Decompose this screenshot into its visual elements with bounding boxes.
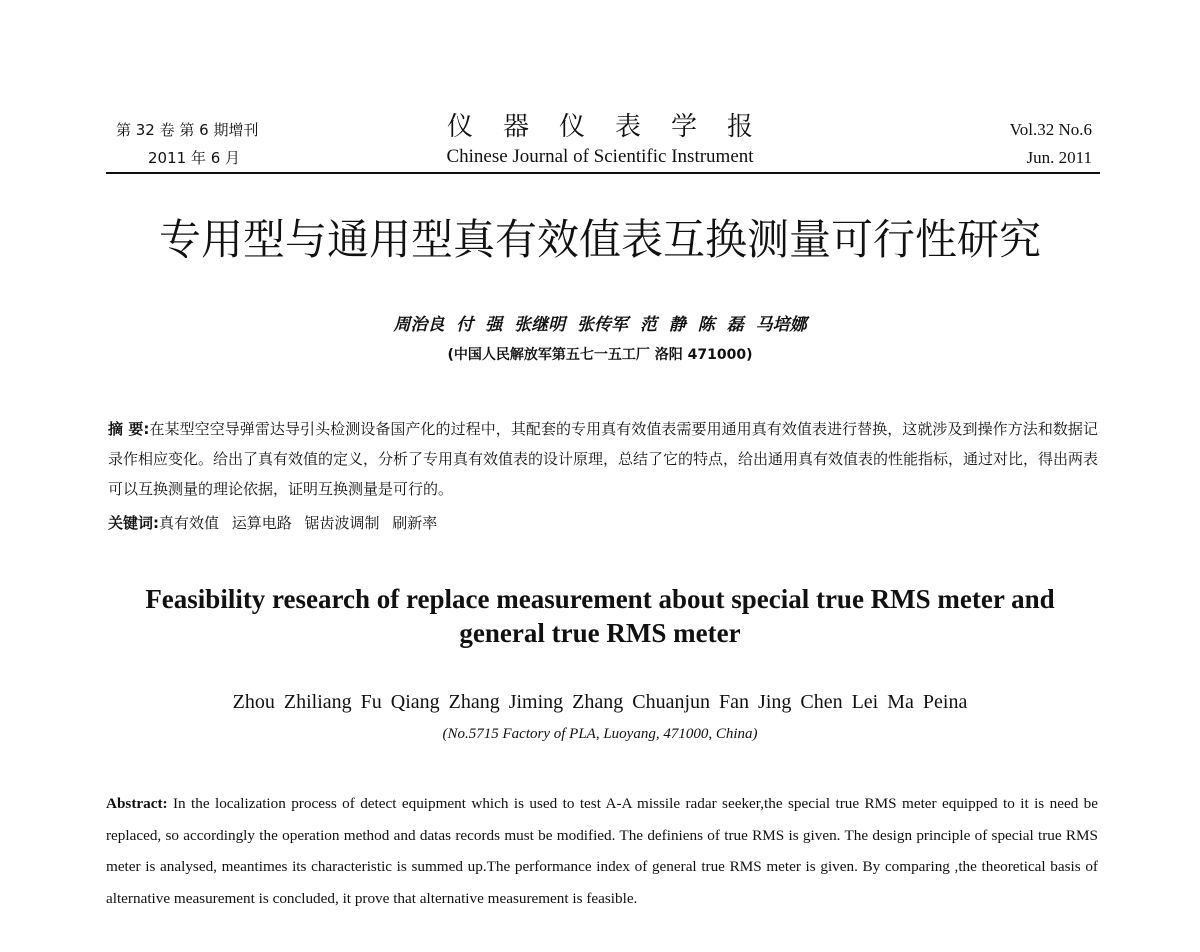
affiliation-en: (No.5715 Factory of PLA, Luoyang, 471000, China): [442, 726, 758, 742]
keywords-zh: [108, 508, 1098, 538]
volume-en: Vol.32 No.6: [1009, 120, 1092, 139]
journal-name-en: Chinese Journal of Scientific Instrument: [446, 146, 754, 167]
affiliation-zh: (中国人民解放军第五七一五工厂 洛阳 471000): [447, 347, 753, 363]
header-left: [116, 116, 258, 172]
journal-name-zh: 仪器仪表学报: [446, 112, 783, 142]
header-divider: [106, 172, 1100, 174]
authors-zh: 周治良 付 强 张继明 张传军 范 静 陈 磊 马培娜: [393, 315, 807, 335]
keywords-zh-text: 真有效值 运算电路 锯齿波调制 刷新率: [159, 514, 438, 532]
header-right: [1010, 116, 1092, 172]
abstract-en: [106, 788, 1098, 914]
journal-name: [400, 110, 800, 170]
authors-en: Zhou Zhiliang Fu Qiang Zhang Jiming Zhang Chuanjun Fan Jing Chen Lei Ma Peina: [232, 691, 968, 713]
volume-issue: 第 32 卷 第 6 期增刊: [116, 121, 259, 139]
abstract-en-text: In the localization process of detect equipment which is used to test A-A missile radar seeker,the special true RMS meter equipped to it is need be replaced, so accordingly the operation method and datas records must be modified. The definiens of true RMS is given. The design principle of special true RMS meter is analysed, meantimes its characteristic is summed up.The performance index of general true RMS meter is given. By comparing ,the theoretical basis of alternative measurement is concluded, it prove that alternative measurement is feasible.: [106, 795, 1099, 907]
abstract-zh-text: 在某型空空导弹雷达导引头检测设备国产化的过程中，其配套的专用真有效值表需要用通用真有效值表进行替换，这就涉及到操作方法和数据记录作相应变化。给出了真有效值的定义，分析了专用真有效值表的设计原理，总结了它的特点，给出通用真有效值表的性能指标，通过对比，得出两表可以互换测量的理论依据，证明互换测量是可行的。: [108, 420, 1099, 498]
paper-title-en: Feasibility research of replace measurement about special true RMS meter and general true RMS meter: [145, 584, 1055, 648]
abstract-zh: [108, 414, 1098, 504]
issue-date-zh: 2011 年 6 月: [148, 149, 241, 167]
abstract-zh-label: 摘 要:: [108, 420, 150, 438]
keywords-zh-label: 关键词:: [108, 514, 159, 532]
abstract-en-label: Abstract:: [106, 795, 168, 812]
paper-title-zh: 专用型与通用型真有效值表互换测量可行性研究: [158, 215, 1041, 264]
issue-date-en: Jun. 2011: [1026, 148, 1092, 167]
